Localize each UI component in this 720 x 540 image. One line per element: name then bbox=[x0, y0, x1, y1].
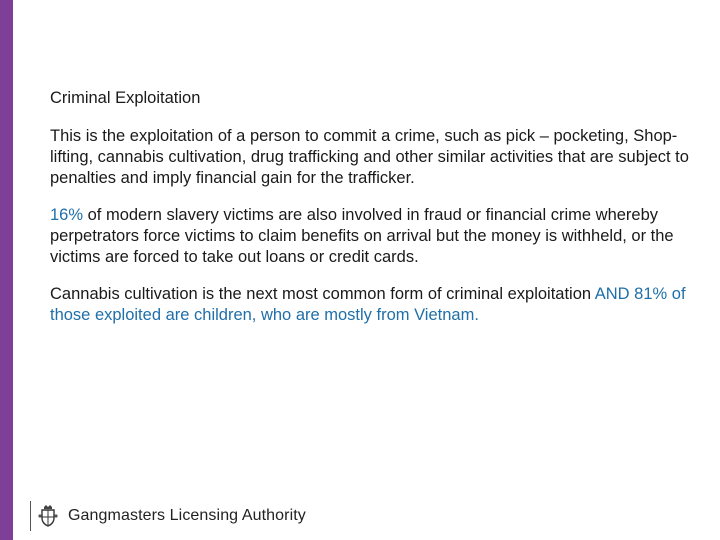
slide-title: Criminal Exploitation bbox=[50, 89, 201, 107]
footer-divider bbox=[30, 501, 31, 531]
fraud-text: of modern slavery victims are also involved in fraud or financial crime whereby perpetrators force victims to claim benefits on arrival but the money is withheld, or the victims are forced to take out loans or credit cards. bbox=[50, 206, 674, 266]
paragraph-definition: This is the exploitation of a person to commit a crime, such as pick – pocketing, Shop-lifting, cannabis cultivation, drug trafficking and other similar activities that are subject to penalties and imply financial gain for the trafficker. bbox=[50, 127, 689, 187]
royal-crest-icon bbox=[38, 504, 58, 528]
left-accent-bar bbox=[0, 0, 13, 540]
footer-logo bbox=[30, 498, 306, 534]
organization-name: Gangmasters Licensing Authority bbox=[68, 507, 306, 524]
children-statistic: AND 81% of those exploited are children, who are mostly from Vietnam. bbox=[50, 285, 686, 324]
fraud-percentage: 16% bbox=[50, 206, 84, 224]
cannabis-text: Cannabis cultivation is the next most common form of criminal exploitation bbox=[50, 285, 595, 303]
slide-content bbox=[50, 88, 715, 342]
paragraph-fraud-statistic bbox=[50, 205, 715, 268]
paragraph-cannabis-statistic bbox=[50, 284, 715, 326]
